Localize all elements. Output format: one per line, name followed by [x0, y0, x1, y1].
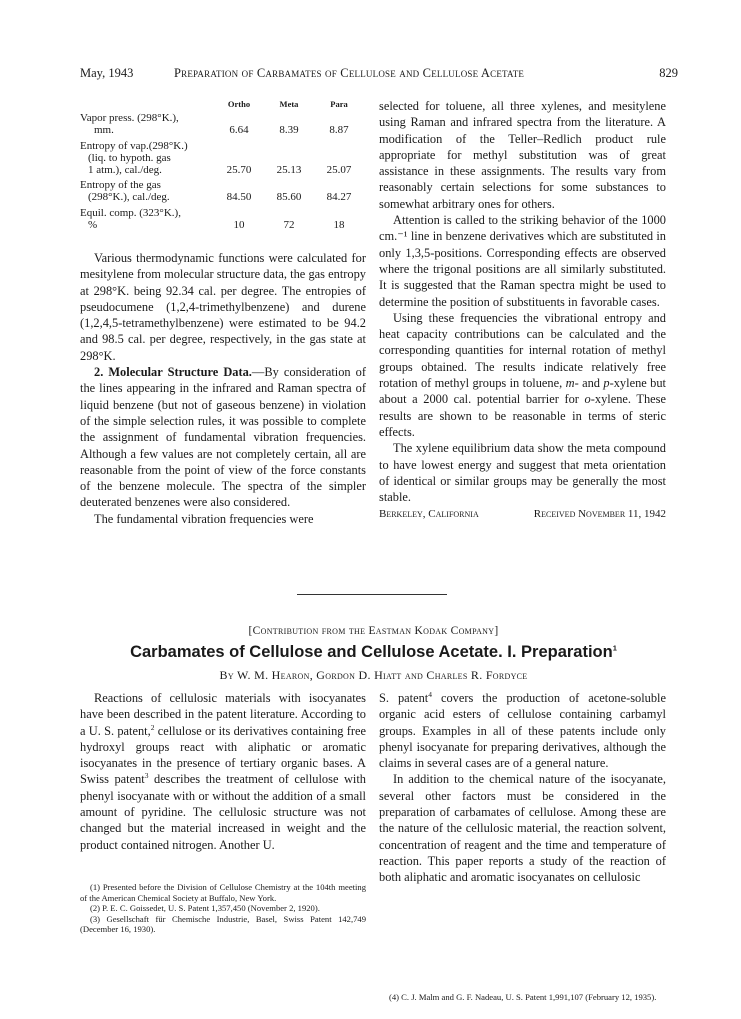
table-cell: 25.70 [226, 164, 252, 177]
footnotes-left [80, 882, 366, 935]
affiliation-line [379, 506, 666, 522]
running-header [80, 66, 678, 84]
page-number: 829 [659, 66, 678, 80]
section-heading: 2. Molecular Structure Data. [94, 365, 252, 380]
table-cell: 25.13 [276, 164, 302, 177]
footnote: (2) P. E. C. Goissedet, U. S. Patent 1,357,450 (November 2, 1920). [90, 903, 320, 914]
paragraph: Using these frequencies the vibrational entropy and heat capacity contributions can be calculated and the corresponding quantities for internal rotation of methyl groups obtained. The results indicate relatively free rotation of methyl groups in toluene, m- and p-xylene but about a 2000 cal. potential barrier for o-xylene. These results are shown to be reasonable in terms of steric effects. [379, 310, 666, 439]
table-cell: 84.27 [326, 191, 352, 204]
right-column-lower [379, 690, 666, 886]
table-cell: 18 [333, 218, 345, 231]
table-row [80, 204, 364, 231]
table-row [80, 176, 364, 203]
paragraph: Various thermodynamic functions were calculated for mesitylene from molecular structure data, the gas entropy at 298°K. being 92.34 cal. per degree. The entropies of pseudocumene (1,2,4-trimethylbenzene) and durene (1,2,4,5-tetramethylbenzene) were estimated to be 94.2 and 98.5 cal. per degree, respectively, in the gas state at 298°K. [80, 251, 366, 363]
paragraph: Reactions of cellulosic materials with isocyanates have been described in the patent literature. According to a U. S. patent,$^2$ cellulose or its derivatives containing free hydroxyl groups react with aliphatic or aromatic isocyanates in the presence of tertiary organic bases. A Swiss patent$^3$ describes the treatment of cellulose with phenyl isocyanate with or without the addition of a small amount of pyridine. The cellulosic structure was not changed but the material increased in weight and the product contained nitrogen. Another U. [80, 691, 367, 852]
footnote: (4) C. J. Malm and G. F. Nadeau, U. S. Patent 1,991,107 (February 12, 1935). [389, 992, 657, 1002]
table-cell: 8.87 [329, 124, 349, 137]
paragraph: S. patent$^4$ covers the production of acetone-soluble organic acid esters of cellulose containing carbamyl groups. Examples in all of these patents include only phenyl isocyanate for preparing derivatives, although the claims in several cases are of a general nature. [379, 689, 666, 771]
table-cell: 8.39 [279, 124, 299, 137]
table-row [80, 137, 364, 177]
table-col-header: Meta [279, 99, 299, 109]
data-table-wrapper [80, 98, 366, 231]
footnote: (1) Presented before the Division of Cellulose Chemistry at the 104th meeting of the American Chemical Society at Buffalo, New York. [80, 882, 366, 903]
table-cell: 25.07 [326, 164, 352, 177]
left-column-upper [80, 250, 366, 527]
paragraph: Attention is called to the striking behavior of the 1000 cm.⁻¹ line in benzene derivatives which are substituted in only 1,3,5-positions. Corresponding effects are observed where the trigonal positions are all similarly substituted. It is suggested that the Raman spectra might be used to determine the position of substituents in favorable cases. [379, 213, 666, 309]
table-header-row [80, 98, 364, 112]
place: Berkeley, California [379, 508, 479, 521]
data-table [80, 98, 364, 231]
header-date: May, 1943 [80, 66, 134, 80]
table-row-label: Entropy of vap.(298°K.) (liq. to hypoth. gas 1 atm.), cal./deg. [80, 139, 188, 177]
footnotes-right [379, 992, 666, 1003]
paragraph: The xylene equilibrium data show the meta compound to have lowest energy and suggest that meta orientation of identical or similar groups may be generally the most stable. [379, 441, 666, 505]
paragraph: selected for toluene, all three xylenes, and mesitylene using Raman and infrared spectra from the literature. A modification of the Teller–Redlich product rule appropriate for methyl substitution was of great assistance in these assignments. The results vary from reasonably certain selections for some substances to somewhat arbitrary ones for others. [379, 99, 666, 211]
header-running-title: Preparation of Carbamates of Cellulose and Cellulose Acetate [174, 66, 525, 80]
received-date: Received November 11, 1942 [533, 508, 666, 521]
table-cell: 6.64 [229, 124, 249, 137]
table-cell: 72 [283, 218, 295, 231]
table-col-header: Para [330, 99, 348, 109]
paragraph: 2. Molecular Structure Data.—By consideration of the lines appearing in the infrared and Raman spectra of liquid benzene (but not of gaseous benzene) in violation of the simple selection rules, it was possible to complete the assignment of fundamental vibration frequencies. Although a few values are not completely certain, all are reasonable from the point of view of the force constants of the benzene molecule. The spectra of the simpler deuterated benzenes were also considered. [80, 365, 366, 510]
table-row-label: Entropy of the gas (298°K.), cal./deg. [80, 179, 170, 204]
paragraph: In addition to the chemical nature of the isocyanate, several other factors must be considered in the preparation of carbamates of cellulose. Among these are the nature of the cellulosic material, the reaction solvent, concentration of reagent and the time and temperature of reaction. This paper reports a study of the reaction of both aliphatic and aromatic isocyanates on cellulosic [379, 772, 666, 885]
paragraph: The fundamental vibration frequencies were [94, 511, 314, 526]
contribution-line: [Contribution from the Eastman Kodak Company] [248, 625, 499, 637]
table-cell: 85.60 [276, 191, 302, 204]
table-row-label: Vapor press. (298°K.), mm. [80, 112, 179, 137]
table-cell: 84.50 [226, 191, 252, 204]
table-row [80, 112, 364, 136]
left-column-lower [80, 690, 366, 853]
section-divider [297, 594, 447, 595]
table-row-label: Equil. comp. (323°K.), % [80, 206, 181, 231]
author-line: By W. M. Hearon, Gordon D. Hiatt and Charles R. Fordyce [219, 668, 528, 682]
footnote: (3) Gesellschaft für Chemische Industrie, Basel, Swiss Patent 142,749 (December 16, 1930). [80, 913, 366, 935]
right-column-upper [379, 98, 666, 523]
table-cell: 10 [233, 218, 245, 231]
article-title: Carbamates of Cellulose and Cellulose Acetate. I. Preparation$^1$ [130, 643, 617, 661]
table-col-header: Ortho [227, 99, 251, 109]
